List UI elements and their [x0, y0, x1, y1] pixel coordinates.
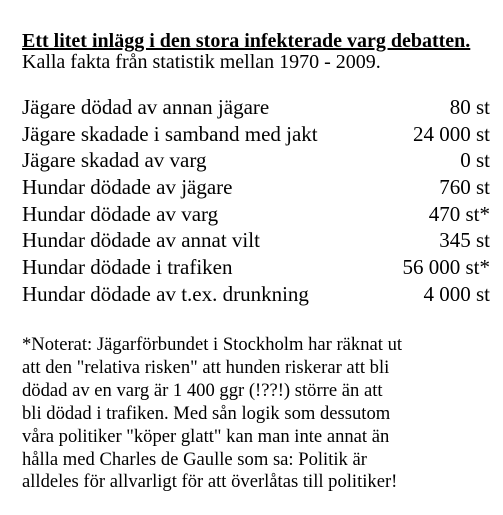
footnote-line: dödad av en varg är 1 400 ggr (!??!) större än att	[22, 379, 383, 401]
footnote-line: *Noterat: Jägarförbundet i Stockholm har räknat ut	[22, 334, 403, 355]
stat-label: Hundar dödade av annat vilt	[22, 228, 260, 253]
stat-row	[22, 174, 490, 201]
stat-row	[22, 94, 490, 121]
stat-row	[22, 281, 490, 308]
stat-value: 4 000 st	[423, 281, 490, 306]
stat-label: Jägare skadad av varg	[22, 148, 207, 173]
footnote-line: bli dödad i trafiken. Med sån logik som dessutom	[22, 402, 391, 424]
footnote	[22, 334, 497, 494]
stat-label: Jägare skadade i samband med jakt	[22, 121, 318, 146]
stat-label: Hundar dödade av jägare	[22, 175, 233, 200]
stat-row	[22, 147, 490, 174]
stat-label: Hundar dödade i trafiken	[22, 255, 233, 280]
stat-row	[22, 121, 490, 148]
stat-row	[22, 201, 490, 228]
footnote-line: alldeles för allvarligt för att överlåtas till politiker!	[22, 471, 398, 493]
document-title: Ett litet inlägg i den stora infekterade varg debatten.	[22, 30, 471, 52]
footnote-line: att den "relativa risken" att hunden riskerar att bli	[22, 356, 390, 378]
stat-value: 470 st*	[428, 201, 490, 226]
document-subtitle: Kalla fakta från statistik mellan 1970 - 2009.	[22, 51, 381, 73]
stat-value: 760 st	[439, 175, 490, 200]
stat-row	[22, 227, 490, 254]
footnote-line: hålla med Charles de Gaulle som sa: Politik är	[22, 448, 367, 470]
stat-value: 0 st	[460, 148, 490, 173]
stat-value: 24 000 st	[412, 121, 490, 146]
stat-label: Jägare dödad av annan jägare	[22, 95, 270, 119]
stat-value: 56 000 st*	[402, 255, 490, 280]
stat-value: 80 st	[449, 95, 490, 119]
stat-label: Hundar dödade av varg	[22, 201, 219, 226]
stat-value: 345 st	[439, 228, 490, 253]
stat-label: Hundar dödade av t.ex. drunkning	[22, 281, 309, 306]
stat-row	[22, 254, 490, 281]
statistics-list	[22, 94, 490, 308]
footnote-line: våra politiker "köper glatt" kan man inte annat än	[22, 425, 390, 447]
